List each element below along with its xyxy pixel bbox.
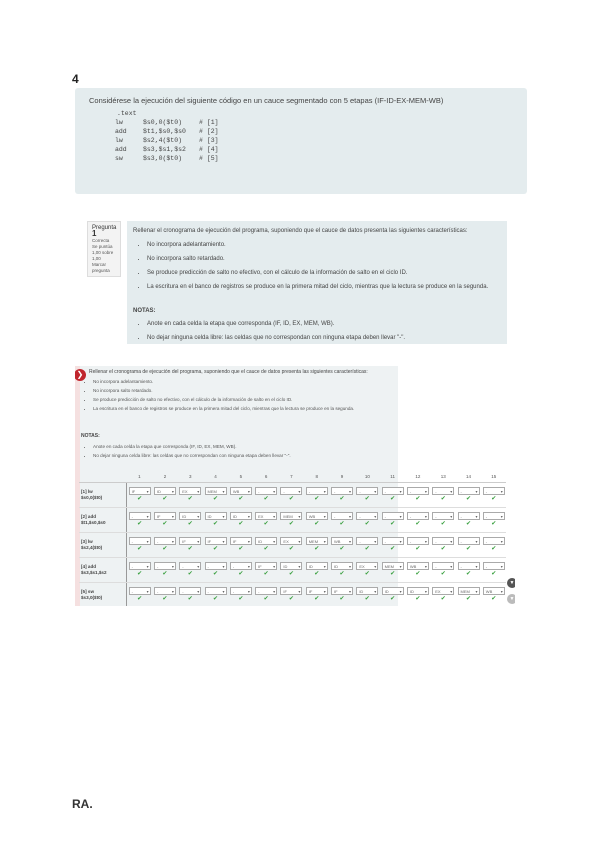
stage-select[interactable]: - ▾ — [179, 587, 201, 595]
screenshot-intro: Rellenar el cronograma de ejecución del programa, suponiendo que el cauce de datos presenta las siguientes características: — [89, 369, 368, 375]
stage-select[interactable]: - ▾ — [356, 537, 378, 545]
question-label: Pregunta — [92, 225, 117, 231]
stage-cell — [279, 483, 304, 508]
stage-cell — [355, 558, 380, 583]
stage-cell — [380, 508, 405, 533]
stage-select[interactable]: ID ▾ — [230, 512, 252, 520]
stage-cell — [253, 583, 278, 607]
check-icon: ✔ — [364, 496, 370, 502]
check-icon: ✔ — [314, 596, 320, 602]
question-statement-box — [75, 88, 527, 194]
question-statement: Considérese la ejecución del siguiente código en un cauce segmentado con 5 etapas (IF-ID-EX-MEM-WB) — [89, 96, 444, 105]
stage-cell — [380, 483, 405, 508]
check-icon: ✔ — [263, 521, 269, 527]
check-icon: ✔ — [238, 521, 244, 527]
stage-cell — [456, 483, 481, 508]
check-icon: ✔ — [213, 521, 219, 527]
stage-cell — [380, 558, 405, 583]
stage-cell — [481, 483, 506, 508]
stage-cell — [329, 533, 354, 558]
stage-select[interactable]: - ▾ — [129, 587, 151, 595]
check-icon: ✔ — [137, 546, 143, 552]
instruction-label: [2] add $t1,$s0,$s0 — [79, 508, 127, 533]
stage-select[interactable]: MEM ▾ — [205, 487, 227, 495]
stage-select[interactable]: - ▾ — [432, 562, 454, 570]
flag-question-link[interactable]: Marcar pregunta — [92, 262, 110, 273]
scroll-down-icon[interactable]: ▼ — [507, 578, 515, 588]
cycle-header: 10 — [355, 470, 380, 483]
stage-cell — [304, 533, 329, 558]
table-row — [79, 533, 506, 558]
list-item: • No incorpora adelantamiento. — [147, 241, 497, 249]
check-icon: ✔ — [288, 596, 294, 602]
stage-cell — [481, 558, 506, 583]
check-icon: ✔ — [390, 521, 396, 527]
check-icon: ✔ — [187, 546, 193, 552]
check-icon: ✔ — [440, 496, 446, 502]
stage-cell — [355, 508, 380, 533]
notes-label: NOTAS: — [133, 308, 156, 314]
stage-cell — [355, 533, 380, 558]
stage-cell — [127, 558, 153, 583]
stage-cell — [481, 533, 506, 558]
instruction-label: [3] lw $s2,4($t0) — [79, 533, 127, 558]
check-icon: ✔ — [314, 496, 320, 502]
list-item: • No incorpora salto retardado. — [93, 388, 393, 394]
cycle-header: 6 — [253, 470, 278, 483]
stage-select[interactable]: MEM ▾ — [458, 587, 480, 595]
stage-select[interactable]: IF ▾ — [280, 587, 302, 595]
stage-cell — [253, 483, 278, 508]
check-icon: ✔ — [491, 546, 497, 552]
stage-select[interactable]: - ▾ — [382, 537, 404, 545]
check-icon: ✔ — [364, 546, 370, 552]
check-icon: ✔ — [364, 521, 370, 527]
expand-arrow-icon[interactable]: ❯ — [75, 369, 86, 381]
check-icon: ✔ — [465, 521, 472, 527]
stage-cell — [152, 508, 177, 533]
stage-select[interactable]: IF ▾ — [179, 537, 201, 545]
check-icon: ✔ — [390, 546, 396, 552]
stage-cell — [253, 533, 278, 558]
list-item: • No incorpora adelantamiento. — [93, 379, 393, 385]
stage-select[interactable]: WB ▾ — [230, 487, 252, 495]
check-icon: ✔ — [263, 596, 269, 602]
question-status: Correcta — [92, 238, 110, 243]
stage-select[interactable]: - ▾ — [205, 587, 227, 595]
check-icon: ✔ — [263, 496, 269, 502]
list-item: • No incorpora salto retardado. — [147, 255, 497, 263]
list-item: • La escritura en el banco de registros se produce en la primera mitad del ciclo, mientras que la lectura se produce en la segunda. — [93, 406, 393, 412]
stage-select[interactable]: - ▾ — [407, 537, 429, 545]
check-icon: ✔ — [491, 521, 497, 527]
check-icon: ✔ — [213, 596, 219, 602]
code-line: add $t1,$s0,$s0 # [2] — [115, 128, 219, 135]
check-icon: ✔ — [440, 571, 446, 577]
list-item: • Anote en cada celda la etapa que corresponda (IF, ID, EX, MEM, WB). — [147, 320, 497, 328]
list-item: • No dejar ninguna celda libre: las celdas que no correspondan con ninguna etapa deben llevar "-". — [147, 334, 497, 342]
check-icon: ✔ — [339, 496, 345, 502]
stage-select[interactable]: ID ▾ — [255, 537, 277, 545]
stage-cell — [279, 508, 304, 533]
stage-cell — [228, 583, 253, 607]
check-icon: ✔ — [288, 546, 294, 552]
check-icon: ✔ — [314, 521, 320, 527]
check-icon: ✔ — [263, 571, 269, 577]
question-index: 1 — [92, 229, 97, 238]
check-icon: ✔ — [440, 521, 446, 527]
notes-list — [135, 320, 497, 348]
code-line: add $s3,$s1,$s2 # [4] — [115, 146, 219, 153]
stage-select[interactable]: IF ▾ — [306, 587, 328, 595]
stage-select[interactable]: WB ▾ — [483, 587, 505, 595]
stage-select[interactable]: IF ▾ — [205, 537, 227, 545]
stage-select[interactable]: - ▾ — [306, 487, 328, 495]
check-icon: ✔ — [162, 571, 168, 577]
list-item: • Se produce predicción de salto no efectivo, con el cálculo de la información de salto en el ciclo ID. — [93, 397, 393, 403]
cycle-header: 2 — [152, 470, 177, 483]
check-icon: ✔ — [263, 546, 269, 552]
stage-cell — [405, 483, 430, 508]
check-icon: ✔ — [187, 521, 193, 527]
check-icon: ✔ — [137, 571, 143, 577]
stage-cell — [481, 583, 506, 607]
stage-select[interactable]: - ▾ — [458, 537, 480, 545]
check-icon: ✔ — [288, 496, 294, 502]
stage-cell — [279, 583, 304, 607]
stage-select[interactable]: ID ▾ — [331, 562, 353, 570]
stage-select[interactable]: MEM ▾ — [306, 537, 328, 545]
cycle-header: 15 — [481, 470, 506, 483]
stage-cell — [203, 558, 228, 583]
stage-select[interactable]: - ▾ — [356, 487, 378, 495]
stage-select[interactable]: EX ▾ — [356, 562, 378, 570]
check-icon: ✔ — [314, 571, 320, 577]
check-icon: ✔ — [162, 521, 168, 527]
check-icon: ✔ — [465, 546, 472, 552]
check-icon: ✔ — [364, 571, 370, 577]
stage-cell — [431, 508, 456, 533]
check-icon: ✔ — [314, 546, 320, 552]
stage-cell — [304, 483, 329, 508]
check-icon: ✔ — [187, 496, 193, 502]
stage-select[interactable]: IF ▾ — [331, 587, 353, 595]
check-icon: ✔ — [187, 571, 193, 577]
stage-select[interactable]: - ▾ — [432, 537, 454, 545]
cycle-header: 13 — [431, 470, 456, 483]
check-icon: ✔ — [415, 596, 421, 602]
stage-cell — [380, 533, 405, 558]
table-row — [79, 583, 506, 607]
stage-select[interactable]: ID ▾ — [205, 512, 227, 520]
stage-select[interactable]: ID ▾ — [306, 562, 328, 570]
stage-cell — [279, 533, 304, 558]
check-icon: ✔ — [339, 521, 345, 527]
stage-select[interactable]: IF ▾ — [129, 487, 151, 495]
stage-cell — [152, 558, 177, 583]
stage-cell — [152, 483, 177, 508]
stage-cell — [329, 558, 354, 583]
check-icon: ✔ — [465, 596, 472, 602]
table-row — [79, 508, 506, 533]
check-icon: ✔ — [415, 571, 421, 577]
cycle-header: 9 — [329, 470, 354, 483]
instructions-list — [135, 241, 497, 297]
stage-cell — [380, 583, 405, 607]
stage-select[interactable]: ID ▾ — [280, 562, 302, 570]
stage-select[interactable]: WB ▾ — [306, 512, 328, 520]
check-icon: ✔ — [491, 596, 497, 602]
list-item: • La escritura en el banco de registros se produce en la primera mitad del ciclo, mientras que la lectura se produce en la segunda. — [147, 283, 497, 291]
check-icon: ✔ — [415, 521, 421, 527]
stage-select[interactable]: - ▾ — [458, 512, 480, 520]
footer-text: RA. — [72, 797, 93, 811]
list-item: • No dejar ninguna celda libre: las celdas que no correspondan con ninguna etapa deben llevar "-". — [93, 453, 393, 459]
stage-cell — [481, 508, 506, 533]
stage-cell — [355, 483, 380, 508]
check-icon: ✔ — [162, 496, 168, 502]
stage-cell — [329, 508, 354, 533]
stage-cell — [304, 583, 329, 607]
table-corner — [79, 470, 127, 483]
cycle-header: 11 — [380, 470, 405, 483]
stage-select[interactable]: - ▾ — [255, 487, 277, 495]
stage-select[interactable]: - ▾ — [230, 587, 252, 595]
stage-cell — [152, 583, 177, 607]
stage-select[interactable]: EX ▾ — [432, 587, 454, 595]
stage-cell — [203, 533, 228, 558]
stage-cell — [253, 558, 278, 583]
code-line: sw $s3,0($t0) # [5] — [115, 155, 219, 162]
stage-select[interactable]: ID ▾ — [382, 587, 404, 595]
stage-select[interactable]: MEM ▾ — [382, 562, 404, 570]
check-icon: ✔ — [238, 571, 244, 577]
stage-select[interactable]: - ▾ — [129, 512, 151, 520]
stage-select[interactable]: - ▾ — [382, 487, 404, 495]
check-icon: ✔ — [339, 571, 345, 577]
stage-cell — [355, 583, 380, 607]
stage-select[interactable]: EX ▾ — [255, 512, 277, 520]
stage-select[interactable]: ID ▾ — [407, 587, 429, 595]
cycle-header: 4 — [203, 470, 228, 483]
stage-cell — [178, 583, 203, 607]
check-icon: ✔ — [465, 496, 472, 502]
stage-cell — [279, 558, 304, 583]
stage-cell — [456, 533, 481, 558]
instructions-box — [127, 221, 507, 344]
check-icon: ✔ — [137, 521, 143, 527]
stage-select[interactable]: - ▾ — [407, 512, 429, 520]
stage-select[interactable]: - ▾ — [331, 487, 353, 495]
stage-select[interactable]: - ▾ — [483, 487, 505, 495]
code-block — [115, 110, 219, 164]
stage-cell — [178, 533, 203, 558]
cycle-header: 5 — [228, 470, 253, 483]
stage-select[interactable]: - ▾ — [483, 537, 505, 545]
check-icon: ✔ — [390, 496, 396, 502]
stage-select[interactable]: - ▾ — [432, 512, 454, 520]
check-icon: ✔ — [187, 596, 193, 602]
timeline-table — [79, 470, 506, 606]
stage-select[interactable]: WB ▾ — [407, 562, 429, 570]
stage-select[interactable]: ID ▾ — [356, 587, 378, 595]
check-icon: ✔ — [238, 546, 244, 552]
stage-select[interactable]: IF ▾ — [154, 512, 176, 520]
stage-cell — [329, 483, 354, 508]
stage-select[interactable]: EX ▾ — [179, 487, 201, 495]
stage-select[interactable]: - ▾ — [483, 562, 505, 570]
stage-cell — [203, 508, 228, 533]
table-row — [79, 558, 506, 583]
check-icon: ✔ — [137, 596, 143, 602]
check-icon: ✔ — [415, 496, 421, 502]
stage-cell — [431, 558, 456, 583]
code-header: .text — [117, 110, 137, 117]
stage-select[interactable]: IF ▾ — [255, 562, 277, 570]
check-icon: ✔ — [213, 546, 219, 552]
stage-cell — [127, 583, 153, 607]
stage-cell — [405, 583, 430, 607]
stage-select[interactable]: ID ▾ — [179, 512, 201, 520]
screenshot-notes-label: NOTAS: — [81, 433, 100, 439]
stage-select[interactable]: - ▾ — [129, 537, 151, 545]
stage-cell — [304, 558, 329, 583]
instruction-label: [4] add $s3,$s1,$s2 — [79, 558, 127, 583]
instructions-intro: Rellenar el cronograma de ejecución del programa, suponiendo que el cauce de datos presenta las siguientes características: — [133, 228, 468, 234]
list-item: • Anote en cada celda la etapa que corresponda (IF, ID, EX, MEM, WB). — [93, 444, 393, 450]
stage-cell — [253, 508, 278, 533]
check-icon: ✔ — [213, 571, 219, 577]
stage-select[interactable]: - ▾ — [331, 512, 353, 520]
stage-select[interactable]: - ▾ — [255, 587, 277, 595]
cycle-header: 7 — [279, 470, 304, 483]
check-icon: ✔ — [213, 496, 219, 502]
table-row — [79, 483, 506, 508]
stage-cell — [178, 558, 203, 583]
stage-cell — [405, 558, 430, 583]
cycle-header: 1 — [127, 470, 153, 483]
stage-cell — [405, 508, 430, 533]
scroll-down-icon[interactable]: ▼ — [507, 594, 515, 604]
stage-cell — [127, 483, 153, 508]
check-icon: ✔ — [162, 546, 168, 552]
stage-cell — [456, 558, 481, 583]
stage-select[interactable]: - ▾ — [154, 537, 176, 545]
cycle-header: 3 — [178, 470, 203, 483]
check-icon: ✔ — [339, 596, 345, 602]
stage-cell — [456, 583, 481, 607]
stage-select[interactable]: EX ▾ — [280, 537, 302, 545]
stage-select[interactable]: - ▾ — [154, 562, 176, 570]
check-icon: ✔ — [465, 571, 472, 577]
stage-cell — [431, 583, 456, 607]
stage-select[interactable]: ID ▾ — [154, 487, 176, 495]
stage-select[interactable]: - ▾ — [154, 587, 176, 595]
stage-cell — [127, 533, 153, 558]
stage-select[interactable]: - ▾ — [179, 562, 201, 570]
stage-cell — [228, 483, 253, 508]
check-icon: ✔ — [415, 546, 421, 552]
stage-cell — [431, 483, 456, 508]
stage-select[interactable]: - ▾ — [458, 487, 480, 495]
check-icon: ✔ — [390, 571, 396, 577]
timeline-screenshot — [75, 366, 515, 606]
instruction-label: [1] lw $s0,0($t0) — [79, 483, 127, 508]
stage-select[interactable]: - ▾ — [230, 562, 252, 570]
stage-cell — [203, 483, 228, 508]
stage-cell — [178, 483, 203, 508]
list-item: • Se produce predicción de salto no efectivo, con el cálculo de la información de salto en el ciclo ID. — [147, 269, 497, 277]
stage-cell — [329, 583, 354, 607]
stage-cell — [405, 533, 430, 558]
stage-select[interactable]: - ▾ — [129, 562, 151, 570]
stage-cell — [431, 533, 456, 558]
check-icon: ✔ — [339, 546, 345, 552]
stage-cell — [228, 533, 253, 558]
stage-select[interactable]: - ▾ — [458, 562, 480, 570]
check-icon: ✔ — [491, 496, 497, 502]
question-number: 4 — [72, 72, 79, 86]
stage-select[interactable]: WB ▾ — [331, 537, 353, 545]
stage-select[interactable]: IF ▾ — [230, 537, 252, 545]
check-icon: ✔ — [440, 546, 446, 552]
screenshot-notes-list — [83, 444, 393, 462]
stage-select[interactable]: - ▾ — [382, 512, 404, 520]
check-icon: ✔ — [238, 596, 244, 602]
cycle-header: 12 — [405, 470, 430, 483]
cycle-header: 8 — [304, 470, 329, 483]
question-info-box — [87, 221, 121, 277]
cycle-header: 14 — [456, 470, 481, 483]
code-line: lw $s2,4($t0) # [3] — [115, 137, 219, 144]
stage-cell — [152, 533, 177, 558]
check-icon: ✔ — [491, 571, 497, 577]
stage-select[interactable]: - ▾ — [407, 487, 429, 495]
stage-select[interactable]: - ▾ — [280, 487, 302, 495]
check-icon: ✔ — [137, 496, 143, 502]
stage-cell — [456, 508, 481, 533]
stage-cell — [228, 558, 253, 583]
check-icon: ✔ — [364, 596, 370, 602]
stage-select[interactable]: - ▾ — [205, 562, 227, 570]
check-icon: ✔ — [162, 596, 168, 602]
question-score: Se puntúa 1,00 sobre 1,00 — [92, 244, 114, 261]
stage-cell — [228, 508, 253, 533]
check-icon: ✔ — [440, 596, 446, 602]
code-line: lw $s0,0($t0) # [1] — [115, 119, 219, 126]
check-icon: ✔ — [288, 571, 294, 577]
check-icon: ✔ — [390, 596, 396, 602]
stage-cell — [304, 508, 329, 533]
stage-select[interactable]: - ▾ — [432, 487, 454, 495]
stage-select[interactable]: - ▾ — [356, 512, 378, 520]
screenshot-list — [83, 379, 393, 415]
stage-select[interactable]: - ▾ — [483, 512, 505, 520]
stage-cell — [178, 508, 203, 533]
instruction-label: [5] sw $s3,0($t0) — [79, 583, 127, 607]
check-icon: ✔ — [288, 521, 294, 527]
stage-select[interactable]: MEM ▾ — [280, 512, 302, 520]
stage-cell — [203, 583, 228, 607]
stage-cell — [127, 508, 153, 533]
check-icon: ✔ — [238, 496, 244, 502]
